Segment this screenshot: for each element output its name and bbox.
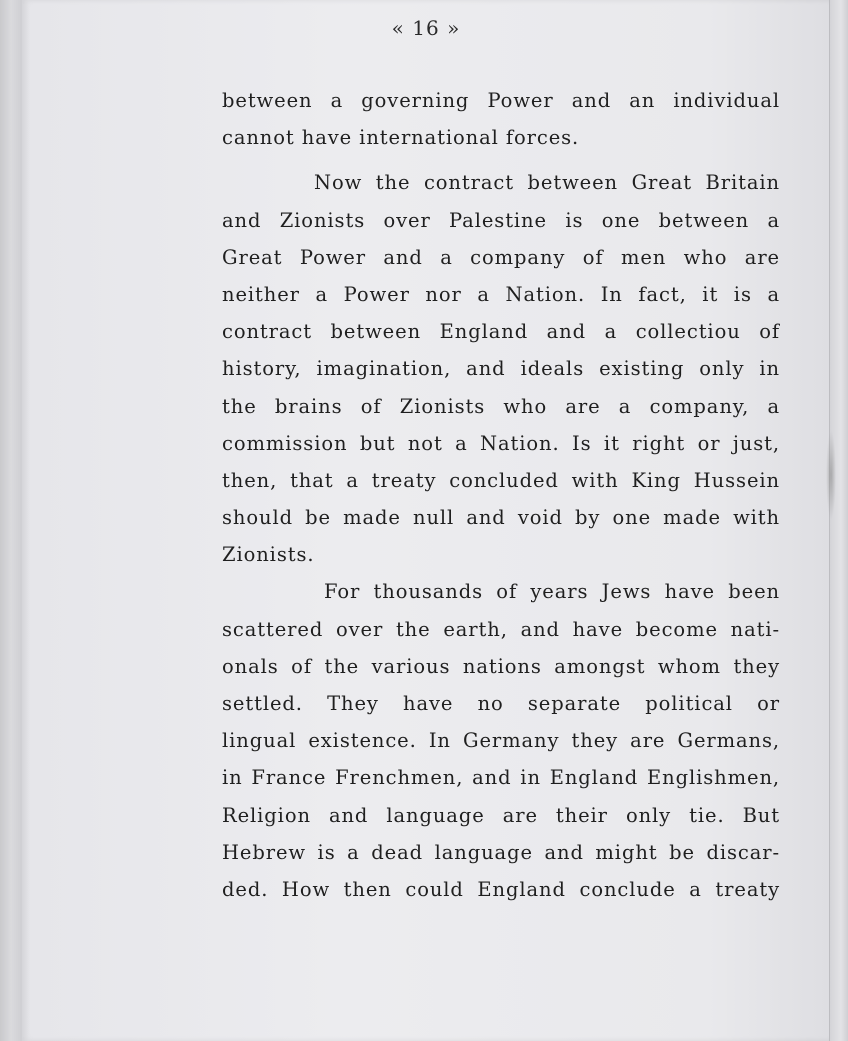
text-line: and Zionists over Palestine is one between a: [222, 208, 780, 232]
page-edge: [829, 0, 848, 1041]
text-line: Great Power and a company of men who are: [222, 245, 780, 269]
text-line: then, that a treaty concluded with King Hussein: [222, 468, 780, 492]
text-line: Zionists.: [222, 543, 315, 567]
text-line: between a governing Power and an individual: [222, 89, 780, 112]
text-line: cannot have international forces.: [222, 126, 580, 150]
book-page: [22, 0, 830, 1041]
text-line: Now the contract between Great Britain: [314, 171, 780, 195]
text-line: lingual existence. In Germany they are Germans,: [222, 729, 780, 753]
text-line: ded. How then could England conclude a treaty: [222, 877, 780, 901]
text-line: should be made null and void by one made with: [222, 506, 780, 530]
body-text: [222, 82, 780, 908]
text-line: neither a Power nor a Nation. In fact, it is a: [222, 282, 780, 306]
text-line: scattered over the earth, and have become nati-: [222, 617, 780, 641]
text-line: in France Frenchmen, and in England Englishmen,: [222, 766, 780, 790]
text-line: onals of the various nations amongst whom they: [222, 654, 780, 678]
text-line: settled. They have no separate political or: [222, 692, 780, 715]
text-line: commission but not a Nation. Is it right or just,: [222, 431, 780, 455]
page-tear-mark: [826, 430, 836, 520]
text-line: For thousands of years Jews have been: [324, 580, 780, 604]
text-line: Religion and language are their only tie. But: [222, 803, 780, 827]
text-line: history, imagination, and ideals existing only in: [222, 357, 780, 381]
page-number: « 16 »: [391, 16, 461, 40]
text-line: contract between England and a collectiou of: [222, 320, 780, 344]
book-binding: [0, 0, 23, 1041]
text-line: Hebrew is a dead language and might be discar-: [222, 840, 780, 864]
text-line: the brains of Zionists who are a company, a: [222, 394, 780, 418]
